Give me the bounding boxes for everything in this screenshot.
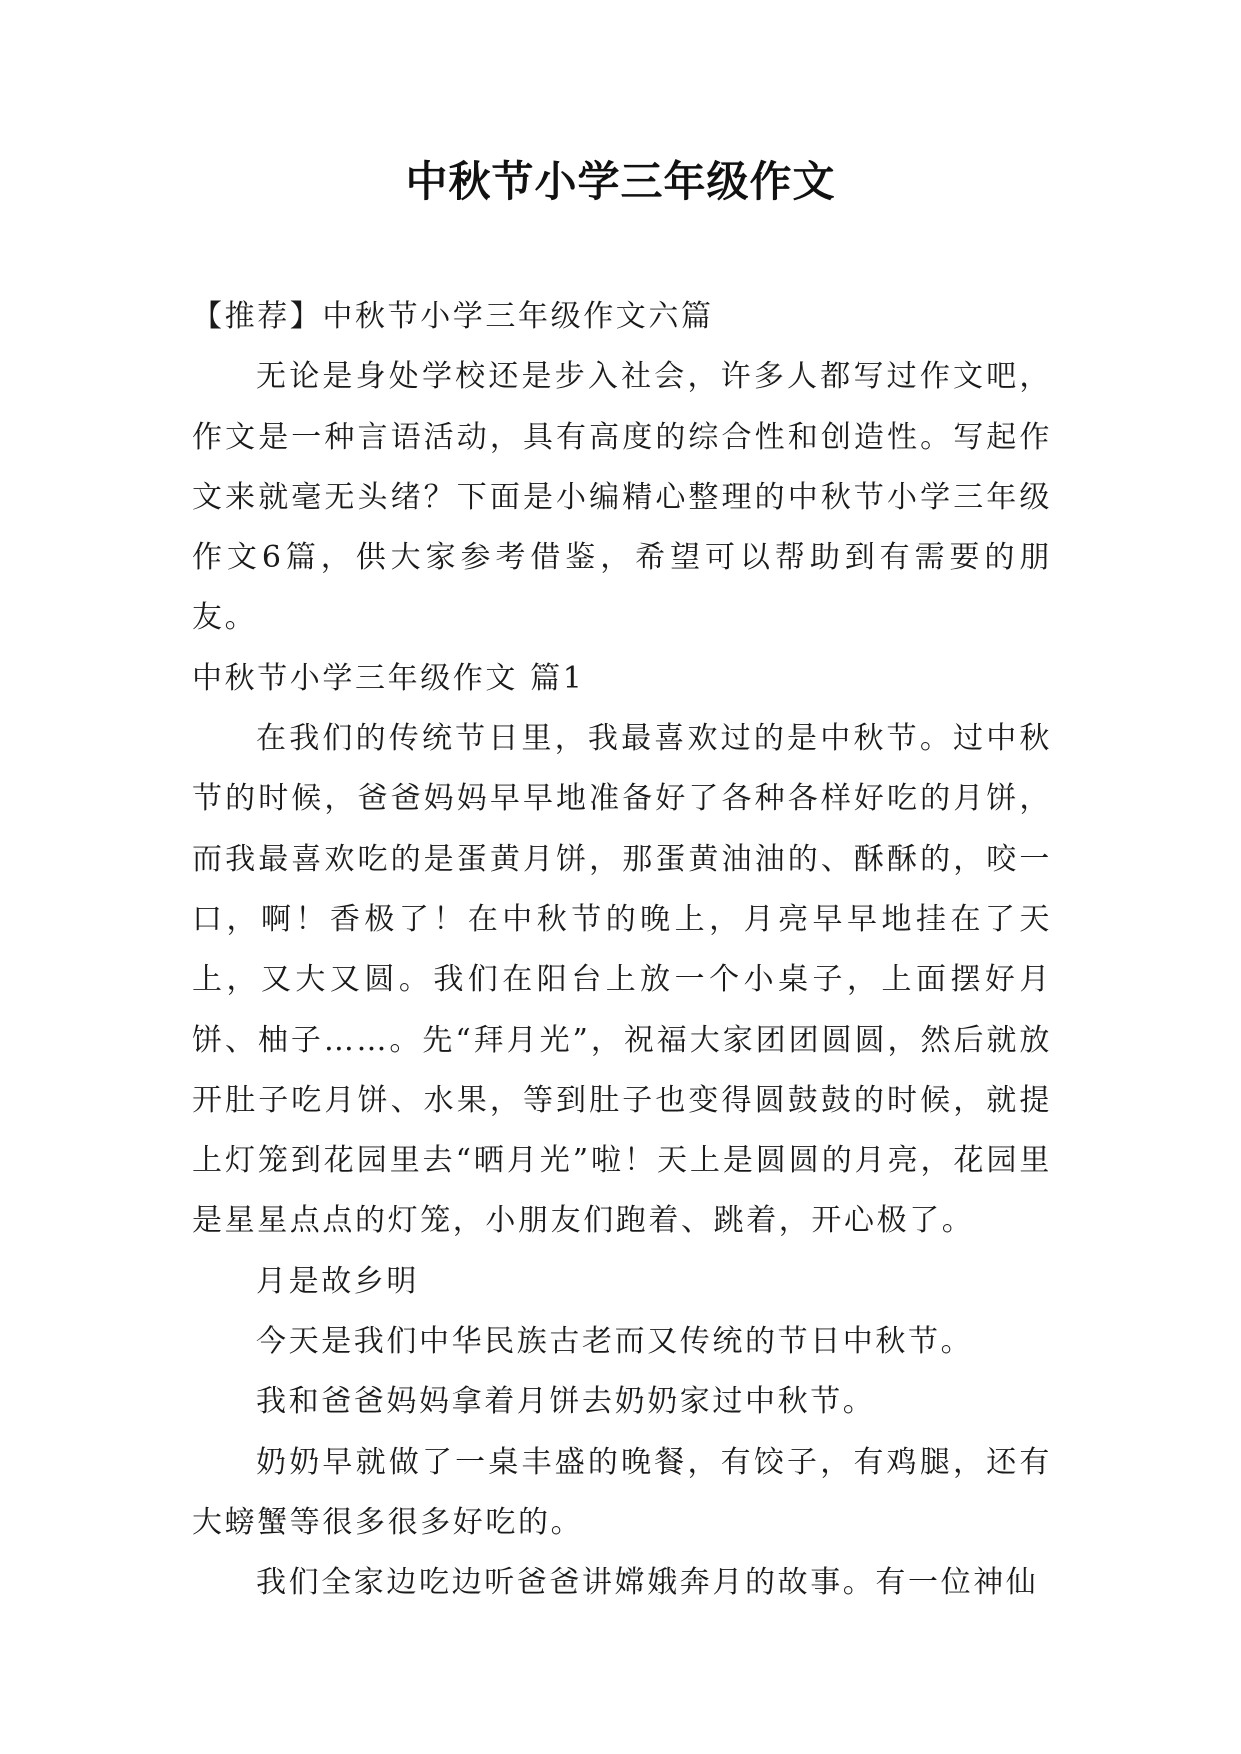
body-paragraph: 月是故乡明 (256, 1263, 419, 1299)
section-heading: 中秋节小学三年级作文 篇1 (192, 660, 585, 696)
document-title: 中秋节小学三年级作文 (405, 157, 836, 206)
body-paragraph: 今天是我们中华民族古老而又传统的节日中秋节。 (256, 1324, 974, 1360)
document-body (192, 287, 1052, 1614)
body-paragraph: 我们全家边吃边听爸爸讲嫦娥奔月的故事。有一位神仙 (256, 1565, 1039, 1601)
intro-paragraph: 无论是身处学校还是步入社会，许多人都写过作文吧，作文是一种言语活动，具有高度的综合性和创造性。写起作文来就毫无头绪？下面是小编精心整理的中秋节小学三年级作文6篇，供大家参考借鉴，希望可以帮助到有需要的朋友。 (192, 359, 1052, 636)
body-paragraph: 在我们的传统节日里，我最喜欢过的是中秋节。过中秋节的时候，爸爸妈妈早早地准备好了各种各样好吃的月饼，而我最喜欢吃的是蛋黄月饼，那蛋黄油油的、酥酥的，咬一口，啊！香极了！在中秋节的晚上，月亮早早地挂在了天上，又大又圆。我们在阳台上放一个小桌子，上面摆好月饼、柚子……。先“拜月光”，祝福大家团团圆圆，然后就放开肚子吃月饼、水果，等到肚子也变得圆鼓鼓的时候，就提上灯笼到花园里去“晒月光”啦！天上是圆圆的月亮，花园里是星星点点的灯笼，小朋友们跑着、跳着，开心极了。 (192, 721, 1052, 1239)
body-paragraph: 奶奶早就做了一桌丰盛的晚餐，有饺子，有鸡腿，还有大螃蟹等很多很多好吃的。 (192, 1444, 1052, 1540)
body-paragraph: 我和爸爸妈妈拿着月饼去奶奶家过中秋节。 (256, 1384, 876, 1420)
recommend-line: 【推荐】中秋节小学三年级作文六篇 (192, 299, 714, 334)
